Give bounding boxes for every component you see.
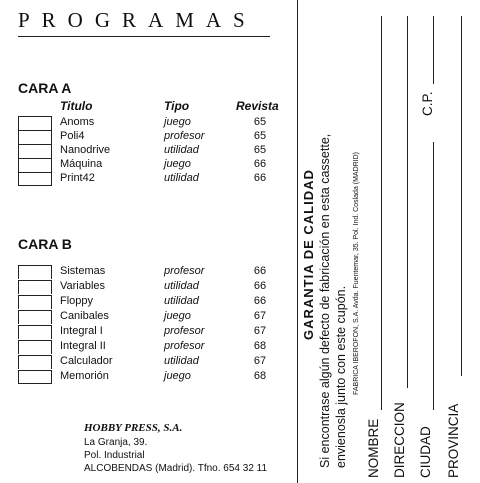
publisher-address-1: La Granja, 39. (84, 437, 148, 448)
title-underline (18, 36, 270, 37)
program-title: Memorión (60, 370, 109, 382)
program-issue: 67 (253, 325, 267, 337)
coupon-divider (297, 0, 298, 483)
program-title: Máquina (60, 158, 103, 170)
program-issue: 66 (253, 158, 267, 170)
program-type: profesor (164, 340, 205, 352)
nombre-line[interactable] (381, 16, 382, 410)
program-type: juego (164, 310, 191, 322)
list-item (18, 355, 278, 369)
program-type: utilidad (164, 172, 199, 184)
program-type: profesor (164, 130, 205, 142)
program-type: juego (164, 158, 191, 170)
program-issue: 65 (253, 130, 267, 142)
program-title: Poli4 (60, 130, 85, 142)
coupon-title: GARANTIA DE CALIDAD (301, 169, 316, 340)
program-title: Integral II (60, 340, 106, 352)
cara-a-label: CARA A (18, 80, 72, 96)
checkbox[interactable] (18, 265, 52, 279)
publisher-address-2: Pol. Industrial (84, 450, 145, 461)
checkbox[interactable] (18, 325, 52, 339)
program-issue: 66 (253, 265, 267, 277)
program-type: utilidad (164, 144, 199, 156)
publisher-name: HOBBY PRESS, S.A. (84, 422, 183, 434)
coupon-text-1: Si encontrase algún defecto de fabricación en esta cassette, (318, 133, 332, 468)
checkbox[interactable] (18, 172, 52, 186)
coupon-text-2: envienosla junto con este cupón. (334, 285, 348, 468)
checkbox[interactable] (18, 130, 52, 144)
cara-b-label: CARA B (18, 236, 72, 252)
program-type: utilidad (164, 280, 199, 292)
program-issue: 65 (253, 116, 267, 128)
program-issue: 67 (253, 310, 267, 322)
list-item (18, 295, 278, 309)
provincia-line[interactable] (461, 16, 462, 376)
checkbox[interactable] (18, 310, 52, 324)
program-type: profesor (164, 325, 205, 337)
program-title: Floppy (60, 295, 94, 307)
checkbox[interactable] (18, 144, 52, 158)
program-issue: 68 (253, 340, 267, 352)
program-title: Canibales (60, 310, 109, 322)
list-item (18, 370, 278, 384)
checkbox[interactable] (18, 280, 52, 294)
program-issue: 65 (253, 144, 267, 156)
program-title: Print42 (60, 172, 95, 184)
program-issue: 68 (253, 370, 267, 382)
manufacturer-address: FABRICA IBEROFON, S.A. Avda. Fuentemar, 35. Pol. Ind. Coslada (MADRID) (353, 151, 360, 395)
checkbox[interactable] (18, 116, 52, 130)
program-type: juego (164, 116, 191, 128)
nombre-label: NOMBRE (366, 418, 381, 478)
checkbox[interactable] (18, 340, 52, 354)
cp-label: C.P. (420, 91, 435, 116)
checkbox[interactable] (18, 355, 52, 369)
program-title: Sistemas (60, 265, 106, 277)
program-title: Anoms (60, 116, 95, 128)
program-type: utilidad (164, 295, 199, 307)
header-tipo: Tipo (164, 99, 190, 113)
program-title: Nanodrive (60, 144, 111, 156)
list-item (18, 340, 278, 354)
program-issue: 67 (253, 355, 267, 367)
program-title: Integral I (60, 325, 103, 337)
program-type: profesor (164, 265, 205, 277)
list-item (18, 265, 278, 279)
page-title: PROGRAMAS (18, 8, 257, 32)
program-type: utilidad (164, 355, 199, 367)
list-item (18, 310, 278, 324)
list-item (18, 172, 278, 186)
program-title: Variables (60, 280, 106, 292)
program-type: juego (164, 370, 191, 382)
header-revista: Revista (236, 99, 279, 113)
list-item (18, 116, 278, 130)
list-item (18, 144, 278, 158)
direccion-label: DIRECCION (392, 402, 407, 478)
program-issue: 66 (253, 280, 267, 292)
program-title: Calculador (60, 355, 113, 367)
program-issue: 66 (253, 295, 267, 307)
ciudad-line[interactable] (433, 142, 434, 410)
checkbox[interactable] (18, 295, 52, 309)
header-titulo: Titulo (60, 99, 93, 113)
provincia-label: PROVINCIA (446, 403, 461, 478)
list-item (18, 280, 278, 294)
program-issue: 66 (253, 172, 267, 184)
list-item (18, 325, 278, 339)
list-item (18, 130, 278, 144)
list-item (18, 158, 278, 172)
checkbox[interactable] (18, 158, 52, 172)
ciudad-label: CIUDAD (418, 426, 433, 478)
cp-line[interactable] (433, 16, 434, 84)
direccion-line[interactable] (407, 16, 408, 388)
checkbox[interactable] (18, 370, 52, 384)
publisher-address-3: ALCOBENDAS (Madrid). Tfno. 654 32 11 (84, 463, 268, 474)
